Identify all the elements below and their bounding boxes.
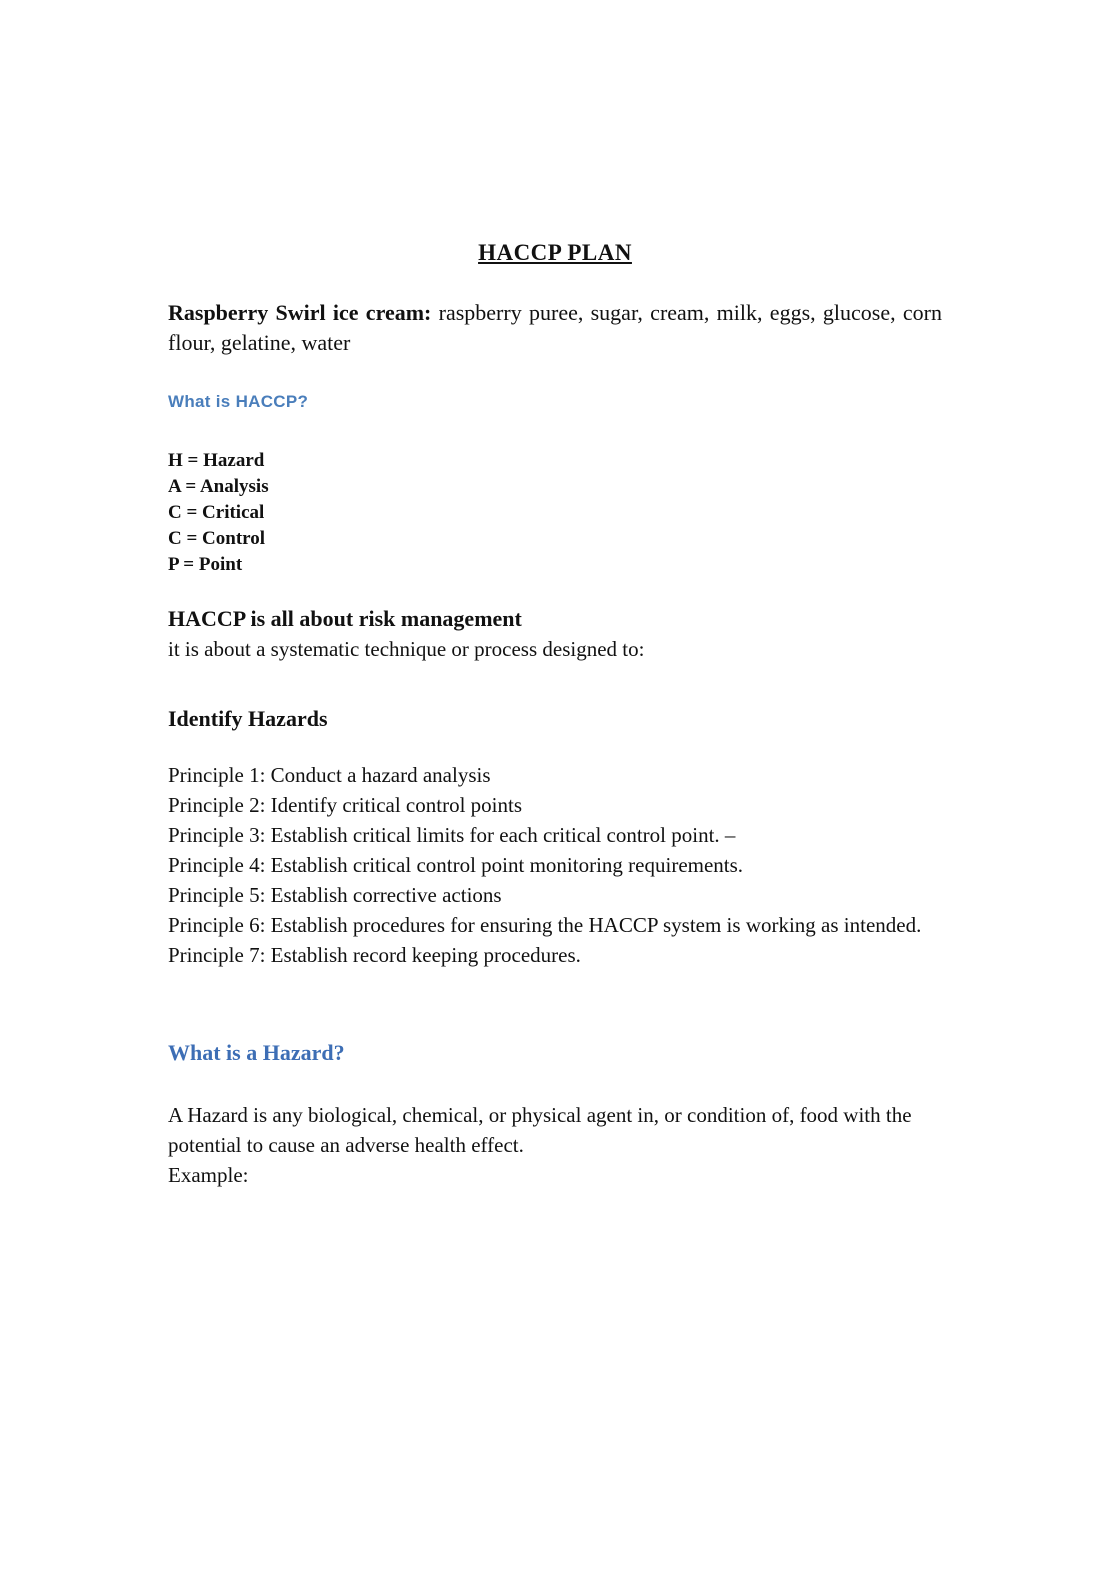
principle-6: Principle 6: Establish procedures for ensuring the HACCP system is working as intended.	[168, 913, 922, 937]
page-title: HACCP PLAN	[478, 240, 632, 265]
example-label: Example:	[168, 1163, 249, 1187]
principles-list	[168, 760, 942, 970]
intro-ingredients: raspberry puree, sugar, cream, milk, eggs, glucose, corn flour, gelatine, water	[168, 300, 942, 355]
document-content	[168, 240, 942, 1190]
heading-risk-management: HACCP is all about risk management	[168, 606, 522, 631]
intro-product-name: Raspberry Swirl ice cream:	[168, 300, 432, 325]
heading-what-is-haccp: What is HACCP?	[168, 392, 309, 411]
acronym-line-h: H = Hazard	[168, 450, 265, 471]
principle-1: Principle 1: Conduct a hazard analysis	[168, 763, 491, 787]
acronym-line-p: P = Point	[168, 554, 243, 575]
haccp-acronym-list	[168, 448, 942, 578]
principle-3: Principle 3: Establish critical limits for each critical control point. –	[168, 823, 736, 847]
intro-paragraph	[168, 298, 942, 358]
risk-management-subtext: it is about a systematic technique or process designed to:	[168, 637, 645, 661]
acronym-line-a: A = Analysis	[168, 476, 269, 497]
principle-5: Principle 5: Establish corrective actions	[168, 883, 502, 907]
acronym-line-c1: C = Critical	[168, 502, 265, 523]
acronym-line-c2: C = Control	[168, 528, 266, 549]
heading-what-is-a-hazard: What is a Hazard?	[168, 1040, 345, 1065]
principle-4: Principle 4: Establish critical control point monitoring requirements.	[168, 853, 744, 877]
principle-7: Principle 7: Establish record keeping procedures.	[168, 943, 581, 967]
principle-2: Principle 2: Identify critical control points	[168, 793, 522, 817]
heading-identify-hazards: Identify Hazards	[168, 706, 328, 731]
hazard-definition-paragraph: A Hazard is any biological, chemical, or physical agent in, or condition of, food with the potential to cause an adverse health effect.	[168, 1103, 912, 1157]
